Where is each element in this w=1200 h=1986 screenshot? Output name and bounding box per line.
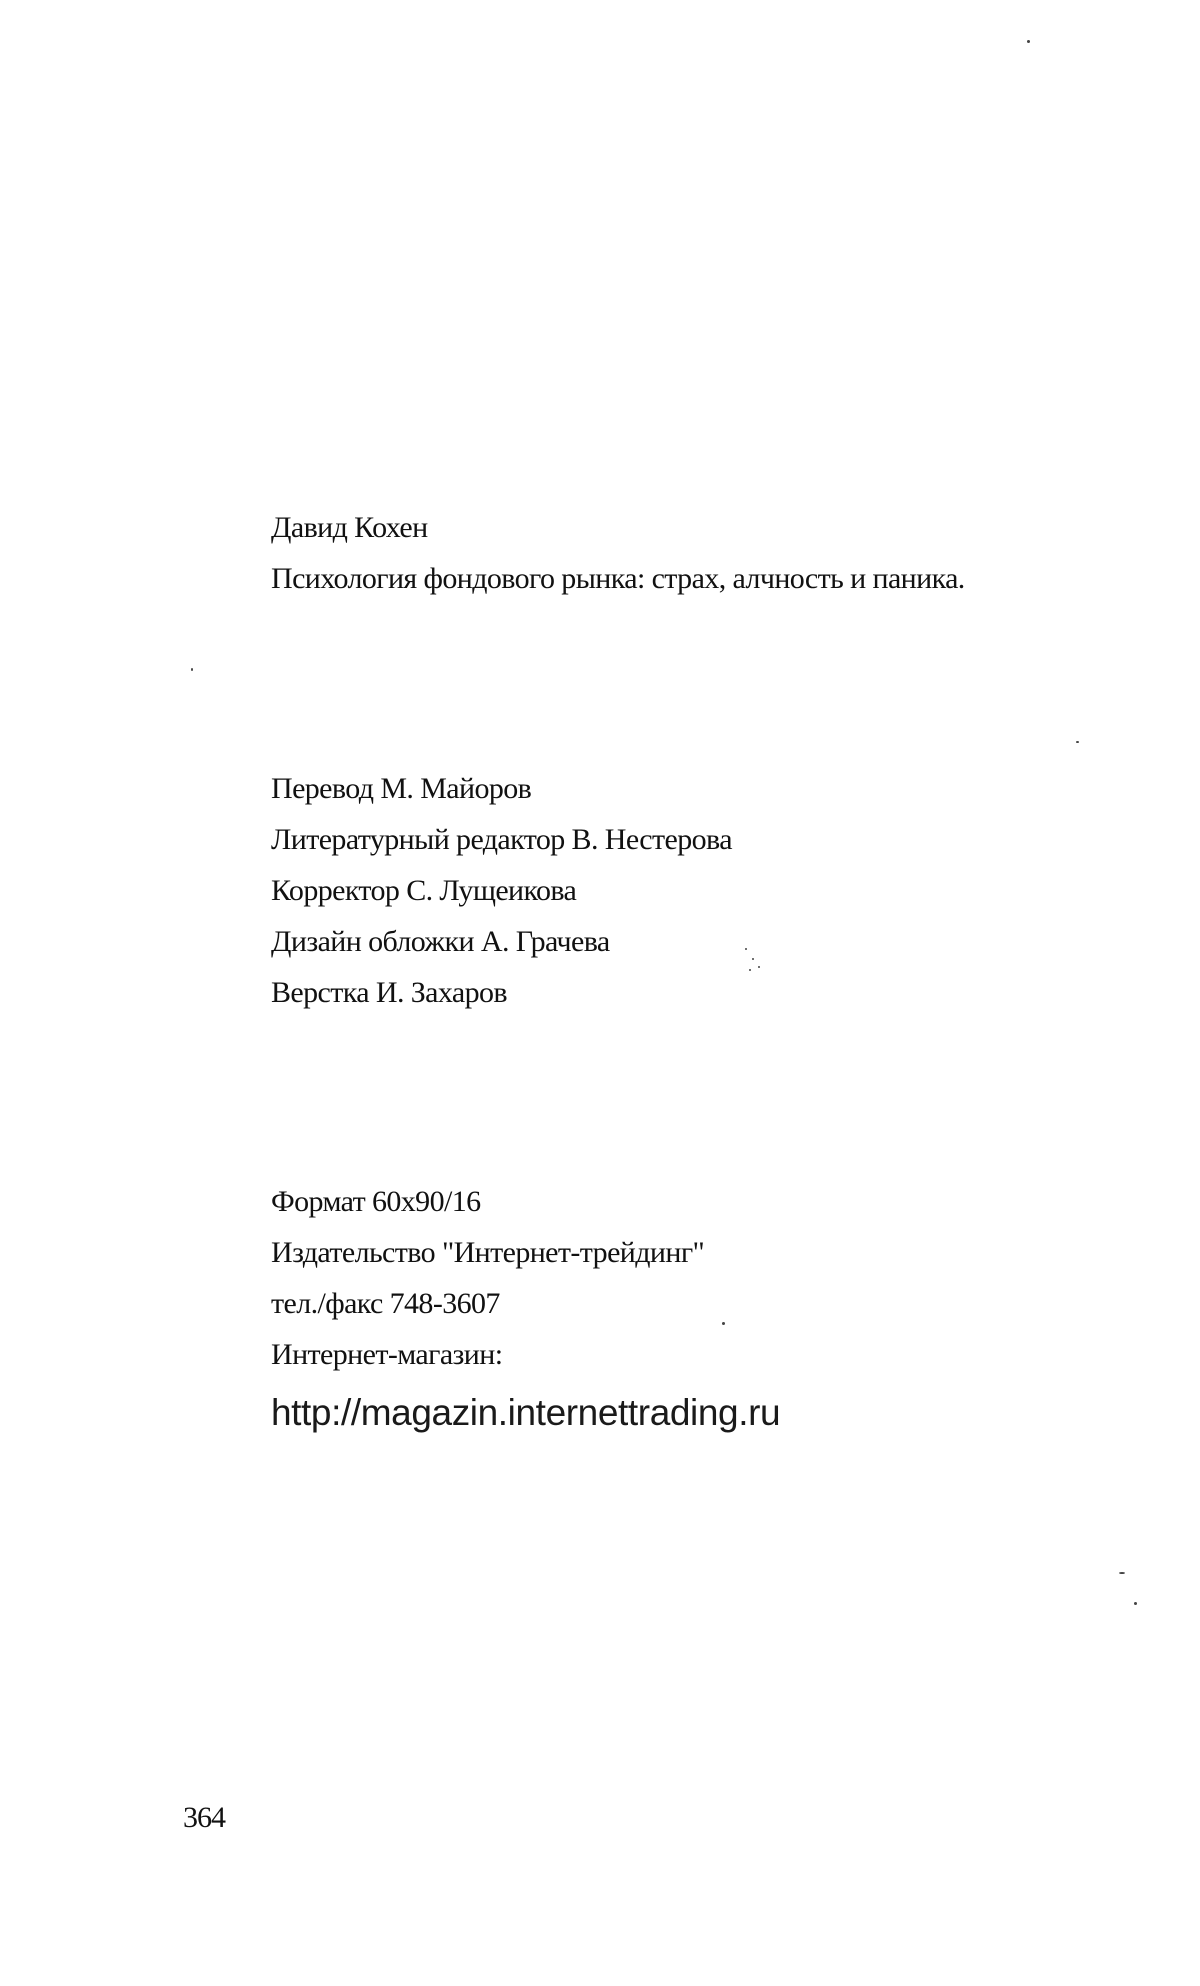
imprint-block xyxy=(271,1176,780,1440)
credit-translator: Перевод М. Майоров xyxy=(271,772,532,805)
phone-line: тел./факс 748-3607 xyxy=(271,1287,500,1320)
scan-speck xyxy=(745,948,747,950)
book-title: Психология фондового рынка: страх, алчность и паника. xyxy=(271,562,965,595)
scan-speck xyxy=(758,966,760,968)
credit-layout: Верстка И. Захаров xyxy=(271,976,507,1009)
format-line: Формат 60x90/16 xyxy=(271,1185,481,1218)
page-number: 364 xyxy=(183,1801,225,1834)
scan-speck xyxy=(749,969,751,971)
publisher-line: Издательство "Интернет-трейдинг" xyxy=(271,1236,705,1269)
scan-speck xyxy=(1119,1572,1125,1574)
scan-speck xyxy=(1027,40,1030,43)
title-block xyxy=(271,502,965,604)
credit-literary-editor: Литературный редактор В. Нестерова xyxy=(271,823,732,856)
shop-label: Интернет-магазин: xyxy=(271,1338,503,1371)
scan-speck xyxy=(722,1322,725,1325)
author-name: Давид Кохен xyxy=(271,511,428,544)
scan-speck xyxy=(1076,741,1079,743)
credit-cover-design: Дизайн обложки А. Грачева xyxy=(271,925,610,958)
credits-block xyxy=(271,763,732,1018)
credit-proofreader: Корректор С. Лущеикова xyxy=(271,874,577,907)
shop-url: http://magazin.internettrading.ru xyxy=(271,1392,781,1433)
scan-speck xyxy=(752,958,754,960)
scan-speck xyxy=(1134,1602,1137,1605)
scan-speck xyxy=(191,668,193,671)
